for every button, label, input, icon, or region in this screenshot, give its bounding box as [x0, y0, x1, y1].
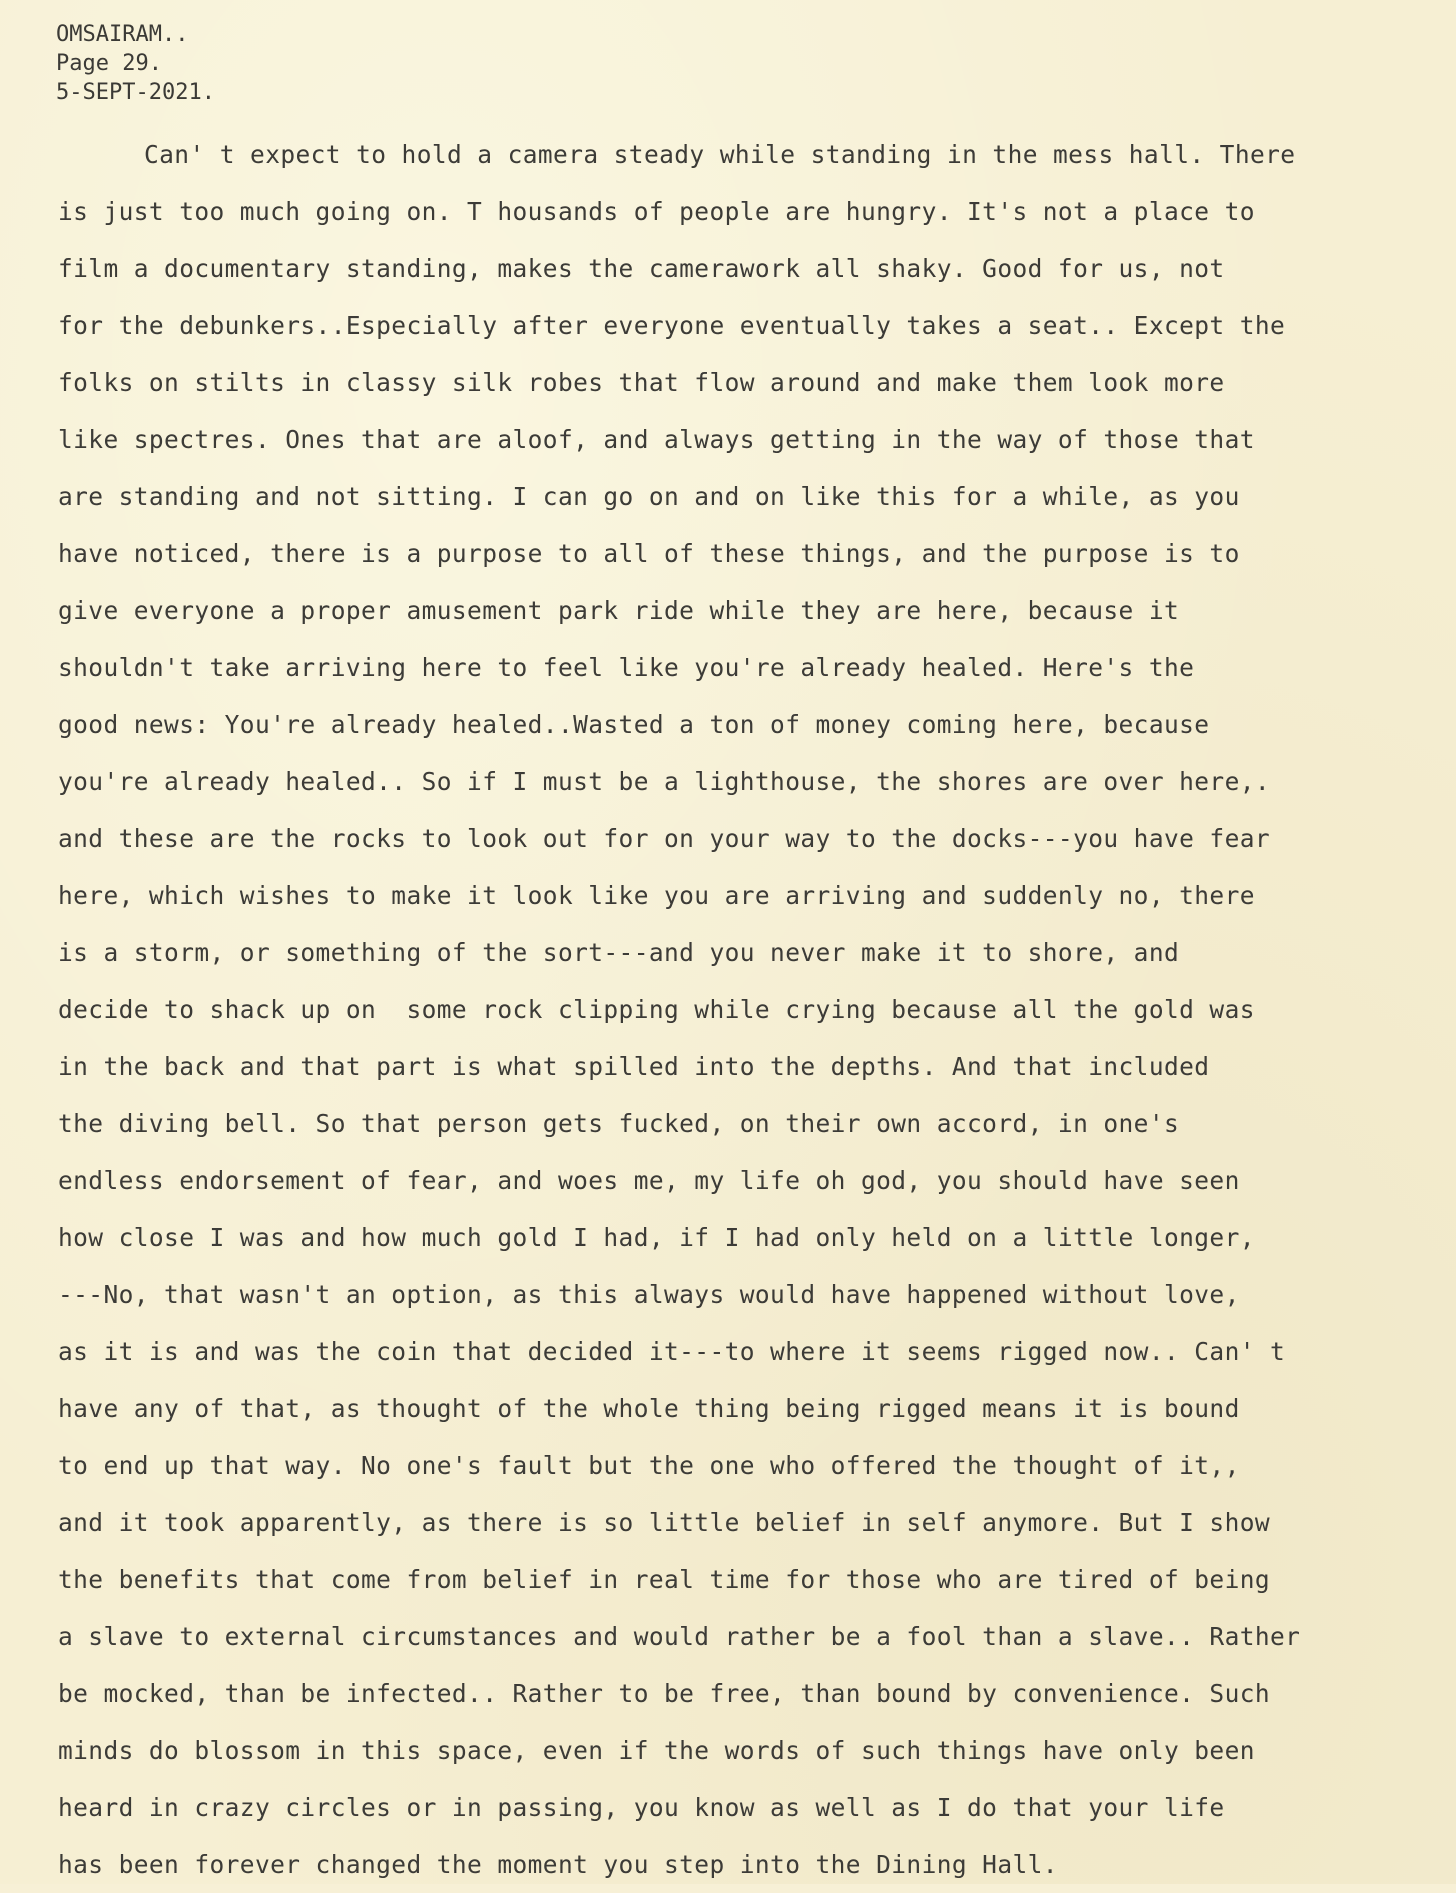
text-line: heard in crazy circles or in passing, you know as well as I do that your life	[58, 1793, 1225, 1822]
text-line: endless endorsement of fear, and woes me, my life oh god, you should have seen	[58, 1166, 1240, 1195]
text-line: like spectres. Ones that are aloof, and always getting in the way of those that	[58, 425, 1255, 454]
text-line: how close I was and how much gold I had, if I had only held on a little longer,	[58, 1223, 1255, 1252]
text-line: for the debunkers..Especially after everyone eventually takes a seat.. Except the	[58, 311, 1286, 340]
text-line: ---No, that wasn't an option, as this always would have happened without love,	[58, 1280, 1240, 1309]
text-line: here, which wishes to make it look like you are arriving and suddenly no, there	[58, 881, 1255, 910]
text-line: the benefits that come from belief in real time for those who are tired of being	[58, 1565, 1271, 1594]
header-title: OMSAIRAM..	[56, 22, 189, 47]
text-line: shouldn't take arriving here to feel like you're already healed. Here's the	[58, 653, 1195, 682]
text-line: decide to shack up on some rock clipping while crying because all the gold was	[58, 995, 1255, 1024]
text-line: and it took apparently, as there is so little belief in self anymore. But I show	[58, 1508, 1271, 1537]
text-line: folks on stilts in classy silk robes that flow around and make them look more	[58, 368, 1225, 397]
text-line: you're already healed.. So if I must be a lighthouse, the shores are over here,.	[58, 767, 1271, 796]
text-line: is just too much going on. T housands of people are hungry. It's not a place to	[58, 197, 1255, 226]
text-line: as it is and was the coin that decided it---to where it seems rigged now.. Can' t	[58, 1337, 1286, 1366]
text-line: minds do blossom in this space, even if the words of such things have only been	[58, 1736, 1255, 1765]
page-header	[56, 20, 215, 107]
text-line: in the back and that part is what spilled into the depths. And that included	[58, 1052, 1210, 1081]
text-line: have noticed, there is a purpose to all of these things, and the purpose is to	[58, 539, 1240, 568]
text-line: have any of that, as thought of the whole thing being rigged means it is bound	[58, 1394, 1240, 1423]
text-line: give everyone a proper amusement park ride while they are here, because it	[58, 596, 1180, 625]
text-line: and these are the rocks to look out for on your way to the docks---you have fear	[58, 824, 1271, 853]
text-line: good news: You're already healed..Wasted a ton of money coming here, because	[58, 710, 1210, 739]
text-line: to end up that way. No one's fault but the one who offered the thought of it,,	[58, 1451, 1240, 1480]
text-line: has been forever changed the moment you step into the Dining Hall.	[58, 1850, 1058, 1879]
text-line: are standing and not sitting. I can go on and on like this for a while, as you	[58, 482, 1240, 511]
text-line: be mocked, than be infected.. Rather to be free, than bound by convenience. Such	[58, 1679, 1271, 1708]
text-line: a slave to external circumstances and would rather be a fool than a slave.. Rather	[58, 1622, 1301, 1651]
text-line: Can' t expect to hold a camera steady while standing in the mess hall. There	[144, 140, 1296, 169]
page-number: Page 29.	[56, 51, 162, 76]
body-text	[58, 126, 1448, 1893]
page-date: 5-SEPT-2021.	[56, 80, 215, 105]
text-line: is a storm, or something of the sort---and you never make it to shore, and	[58, 938, 1180, 967]
text-line: the diving bell. So that person gets fucked, on their own accord, in one's	[58, 1109, 1180, 1138]
text-line: film a documentary standing, makes the camerawork all shaky. Good for us, not	[58, 254, 1225, 283]
